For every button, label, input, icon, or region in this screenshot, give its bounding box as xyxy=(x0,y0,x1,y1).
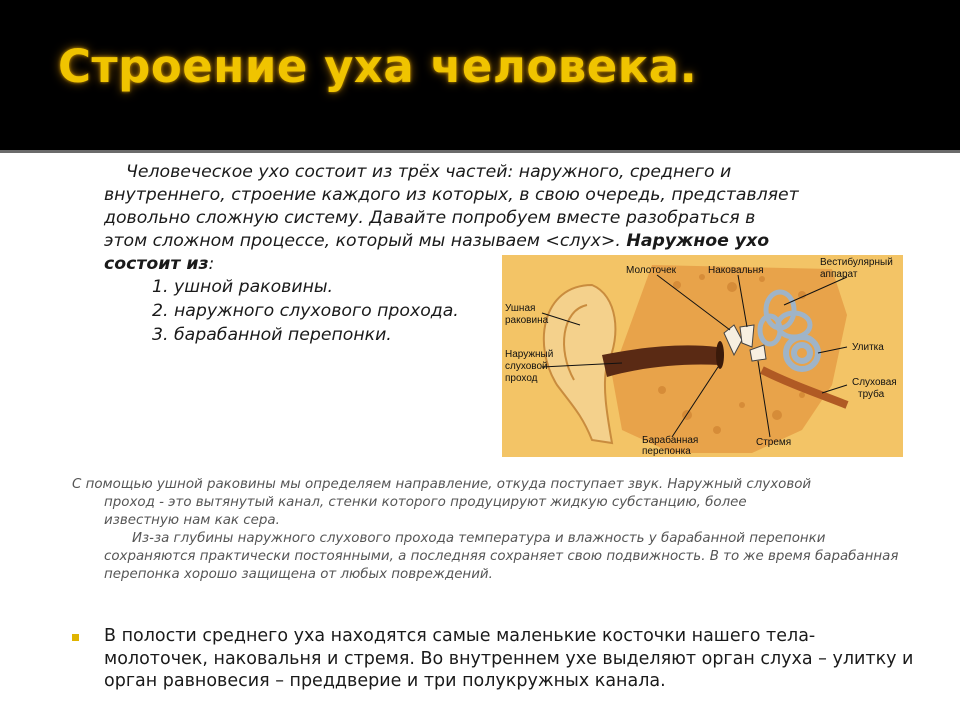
ear-anatomy-figure xyxy=(502,255,903,457)
outer-ear-parts-list xyxy=(152,275,512,347)
list-item: 1. ушной раковины. xyxy=(152,277,334,297)
explanation-paragraph xyxy=(72,476,912,584)
label-vestibular: аппарат xyxy=(820,269,858,280)
label-malleus: Молоточек xyxy=(626,265,677,276)
label-auricle: раковина xyxy=(505,315,549,326)
label-eardrum: перепонка xyxy=(642,446,691,457)
bullet-item xyxy=(72,625,922,693)
label-cochlea: Улитка xyxy=(852,342,884,353)
intro-line-3: довольно сложную систему. Давайте попробуем вместе разобраться в xyxy=(104,208,756,228)
intro-colon: : xyxy=(208,254,215,274)
explanation-line-2: проход - это вытянутый канал, стенки которого продуцируют жидкую субстанцию, более xyxy=(104,495,747,510)
intro-outer-ear-bold: Наружное ухо xyxy=(626,231,770,251)
label-eustachian-tube: труба xyxy=(858,389,885,400)
intro-line-1: Человеческое ухо состоит из трёх частей: наружного, среднего и xyxy=(126,162,732,182)
label-incus: Наковальня xyxy=(708,265,764,276)
label-ear-canal: слуховой xyxy=(505,361,548,372)
bullet-marker xyxy=(72,634,79,641)
list-item: 3. барабанной перепонки. xyxy=(152,325,392,345)
label-auricle: Ушная xyxy=(505,303,536,314)
explanation-line-1: С помощью ушной раковины мы определяем направление, откуда поступает звук. Наружный слуховой xyxy=(72,477,812,492)
list-item: 2. наружного слухового прохода. xyxy=(152,301,459,321)
label-stapes: Стремя xyxy=(756,437,792,448)
intro-line-4: этом сложном процессе, который мы называем <слух>. xyxy=(104,231,627,251)
slide-title: Строение уха человека. xyxy=(58,40,698,93)
slide-content xyxy=(0,153,960,720)
label-eardrum: Барабанная xyxy=(642,435,699,446)
label-eustachian-tube: Слуховая xyxy=(852,377,897,388)
intro-consists-bold: состоит из xyxy=(104,254,209,274)
explanation-paragraph-2: Из-за глубины наружного слухового прохода температура и влажность у барабанной перепонки сохраняются практически постоянными, а последняя сохраняет свою подвижность. В то же время барабанная перепонка хорошо защищена от любых повреждений. xyxy=(104,531,899,582)
label-ear-canal: проход xyxy=(505,373,538,384)
label-vestibular: Вестибулярный xyxy=(820,257,893,268)
explanation-line-3: известную нам как сера. xyxy=(104,513,280,528)
bullet-text: В полости среднего уха находятся самые маленькие косточки нашего тела- молоточек, наковальня и стремя. Во внутреннем ухе выделяют орган слуха – улитку и орган равновесия – преддверие и три полукружных канала. xyxy=(104,626,914,691)
intro-line-2: внутреннего, строение каждого из которых, в свою очередь, представляет xyxy=(104,185,799,205)
ear-anatomy-illustration xyxy=(502,255,903,457)
label-ear-canal: Наружный xyxy=(505,349,554,360)
slide-header xyxy=(0,0,960,150)
